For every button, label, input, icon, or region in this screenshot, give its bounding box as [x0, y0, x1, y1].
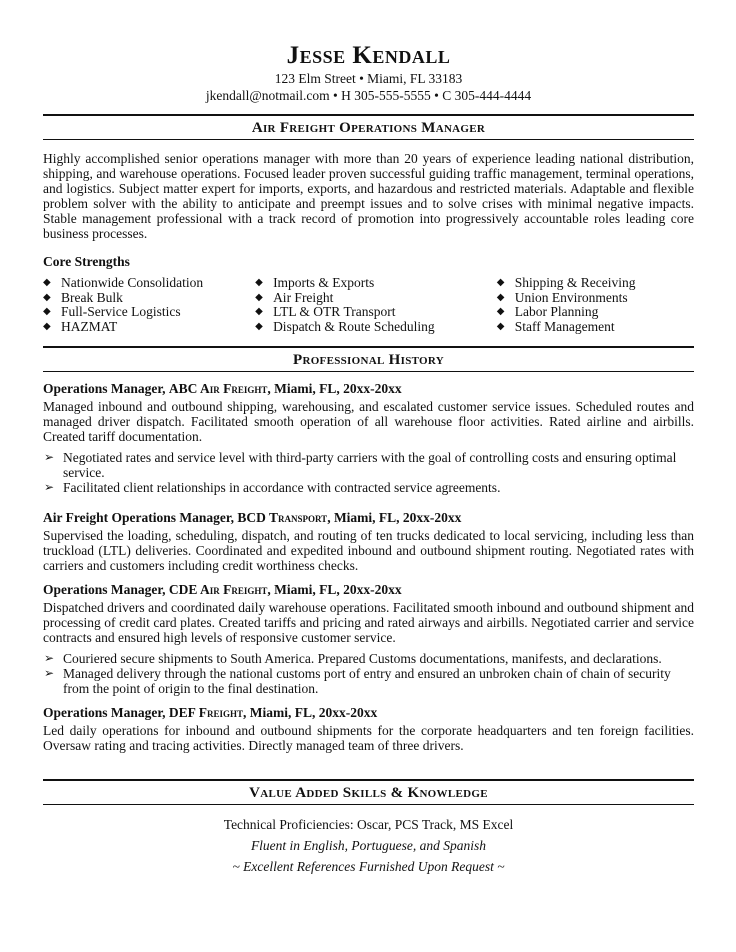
job-description: Supervised the loading, scheduling, dispatch, and routing of ten trucks dedicated to local servicing, including less than truckload (LTL) deliveries. Coordinated and expedited inbound and outbound shipment routing. Negotiated rates with carriers and customers including credit worthiness checks. — [43, 528, 694, 573]
core-strengths-list — [43, 276, 694, 334]
diamond-bullet-icon: ◆ — [496, 277, 505, 288]
skills-block — [43, 814, 694, 877]
arrow-bullet-icon: ➢ — [44, 651, 55, 665]
diamond-bullet-icon: ◆ — [43, 320, 51, 332]
job-entry — [43, 705, 694, 753]
list-item: ◆ HAZMAT — [43, 318, 118, 334]
diamond-bullet-icon: ◆ — [496, 291, 505, 303]
job-entry — [43, 381, 694, 495]
headline-title: Air Freight Operations Manager — [251, 120, 486, 136]
job-description: Managed inbound and outbound shipping, warehousing, and escalated customer service issues. Scheduled routes and managed driver dispatch. Facilitated smooth operation of all warehouse floor activities. Rated airline and airbills. Created tariff documentation. — [43, 399, 694, 444]
job-description: Led daily operations for inbound and outbound shipments for the corporate headquarters and ten foreign facilities. Oversaw rating and tracing activities. Directly managed team of three drivers. — [43, 723, 694, 753]
list-item: ◆ Dispatch & Route Scheduling — [255, 318, 435, 334]
job-title: Operations Manager, ABC Air Freight, Miami, FL, 20xx-20xx — [43, 381, 402, 396]
list-item: ➢ Couriered secure shipments to South America. Prepared Customs documentations, manifests, and declarations. — [44, 651, 662, 666]
list-item: ◆ Union Environments — [496, 289, 628, 305]
core-strengths-heading: Core Strengths — [43, 254, 130, 269]
list-item: ◆ LTL & OTR Transport — [255, 304, 396, 319]
strengths-column — [43, 276, 255, 334]
history-title: Professional History — [292, 352, 445, 368]
list-item: ◆ Staff Management — [496, 318, 615, 334]
list-item: ◆ Nationwide Consolidation — [43, 275, 204, 290]
list-item: ◆ Full-Service Logistics — [43, 304, 181, 319]
diamond-bullet-icon: ◆ — [496, 320, 505, 332]
job-title: Air Freight Operations Manager, BCD Transport, Miami, FL, 20xx-20xx — [43, 510, 462, 525]
arrow-bullet-icon: ➢ — [44, 666, 55, 680]
contact-line: jkendall@notmail.com • H 305-555-5555 • C 305-444-4444 — [205, 88, 532, 103]
job-entry — [43, 582, 694, 696]
list-item: ◆ Shipping & Receiving — [496, 275, 636, 290]
diamond-bullet-icon: ◆ — [255, 320, 263, 332]
arrow-bullet-icon: ➢ — [44, 450, 55, 464]
list-item: ◆ Break Bulk — [43, 289, 123, 305]
list-item: ◆ Imports & Exports — [255, 275, 375, 290]
diamond-bullet-icon: ◆ — [255, 306, 263, 317]
job-title: Operations Manager, CDE Air Freight, Miami, FL, 20xx-20xx — [43, 582, 402, 597]
job-achievements — [43, 450, 694, 495]
references-note: ~ Excellent References Furnished Upon Request ~ — [232, 859, 505, 874]
job-description: Dispatched drivers and coordinated daily warehouse operations. Facilitated smooth inbound and outbound shipment and processing of credit card plates. Created tariffs and pricing and rated airways and airbills. Negotiated carrier and service contracts and ensured high levels of responsive customer service. — [43, 600, 694, 645]
summary-paragraph: Highly accomplished senior operations manager with more than 20 years of experience leading national distribution, shipping, and warehouse operations. Focused leader proven successful guiding traffic management, terminal operations, and logistics. Subject matter expert for imports, exports, and hazardous and restricted materials. Adaptable and flexible problem solver with the ability to anticipate and preempt issues and to solve crises with minimal negative impacts. Stable management professional with a track record of promotion into progressively accountable roles leading core business processes. — [43, 151, 694, 241]
headline-section — [43, 114, 694, 140]
history-section-header — [43, 346, 694, 372]
arrow-bullet-icon: ➢ — [44, 480, 55, 494]
divider-rule — [43, 371, 694, 372]
diamond-bullet-icon: ◆ — [255, 291, 263, 303]
job-title: Operations Manager, DEF Freight, Miami, FL, 20xx-20xx — [43, 705, 378, 720]
divider-rule — [43, 139, 694, 140]
diamond-bullet-icon: ◆ — [43, 306, 51, 317]
list-item: ➢ Facilitated client relationships in accordance with contracted service agreements. — [44, 480, 501, 495]
strengths-column — [497, 276, 694, 334]
divider-rule — [43, 804, 694, 805]
list-item: ➢ Negotiated rates and service level with third-party carriers with the goal of controlling costs and ensuring optimal service. — [44, 450, 677, 480]
languages: Fluent in English, Portuguese, and Spanish — [250, 838, 487, 853]
technical-proficiencies: Technical Proficiencies: Oscar, PCS Track, MS Excel — [223, 817, 514, 832]
list-item: ➢ Managed delivery through the national customs port of entry and ensured an unbroken chain of chain of security from the point of origin to the final destination. — [44, 666, 671, 696]
job-achievements — [43, 651, 694, 696]
diamond-bullet-icon: ◆ — [43, 277, 51, 288]
list-item: ◆ Air Freight — [255, 289, 334, 305]
skills-section-header — [43, 779, 694, 805]
job-entry — [43, 510, 694, 573]
skills-title: Value Added Skills & Knowledge — [249, 785, 488, 801]
strengths-column — [255, 276, 497, 334]
address-line: 123 Elm Street • Miami, FL 33183 — [274, 71, 463, 86]
diamond-bullet-icon: ◆ — [43, 291, 51, 303]
diamond-bullet-icon: ◆ — [255, 277, 263, 288]
candidate-name: Jesse Kendall — [286, 42, 451, 69]
diamond-bullet-icon: ◆ — [496, 306, 505, 317]
list-item: ◆ Labor Planning — [496, 304, 599, 319]
